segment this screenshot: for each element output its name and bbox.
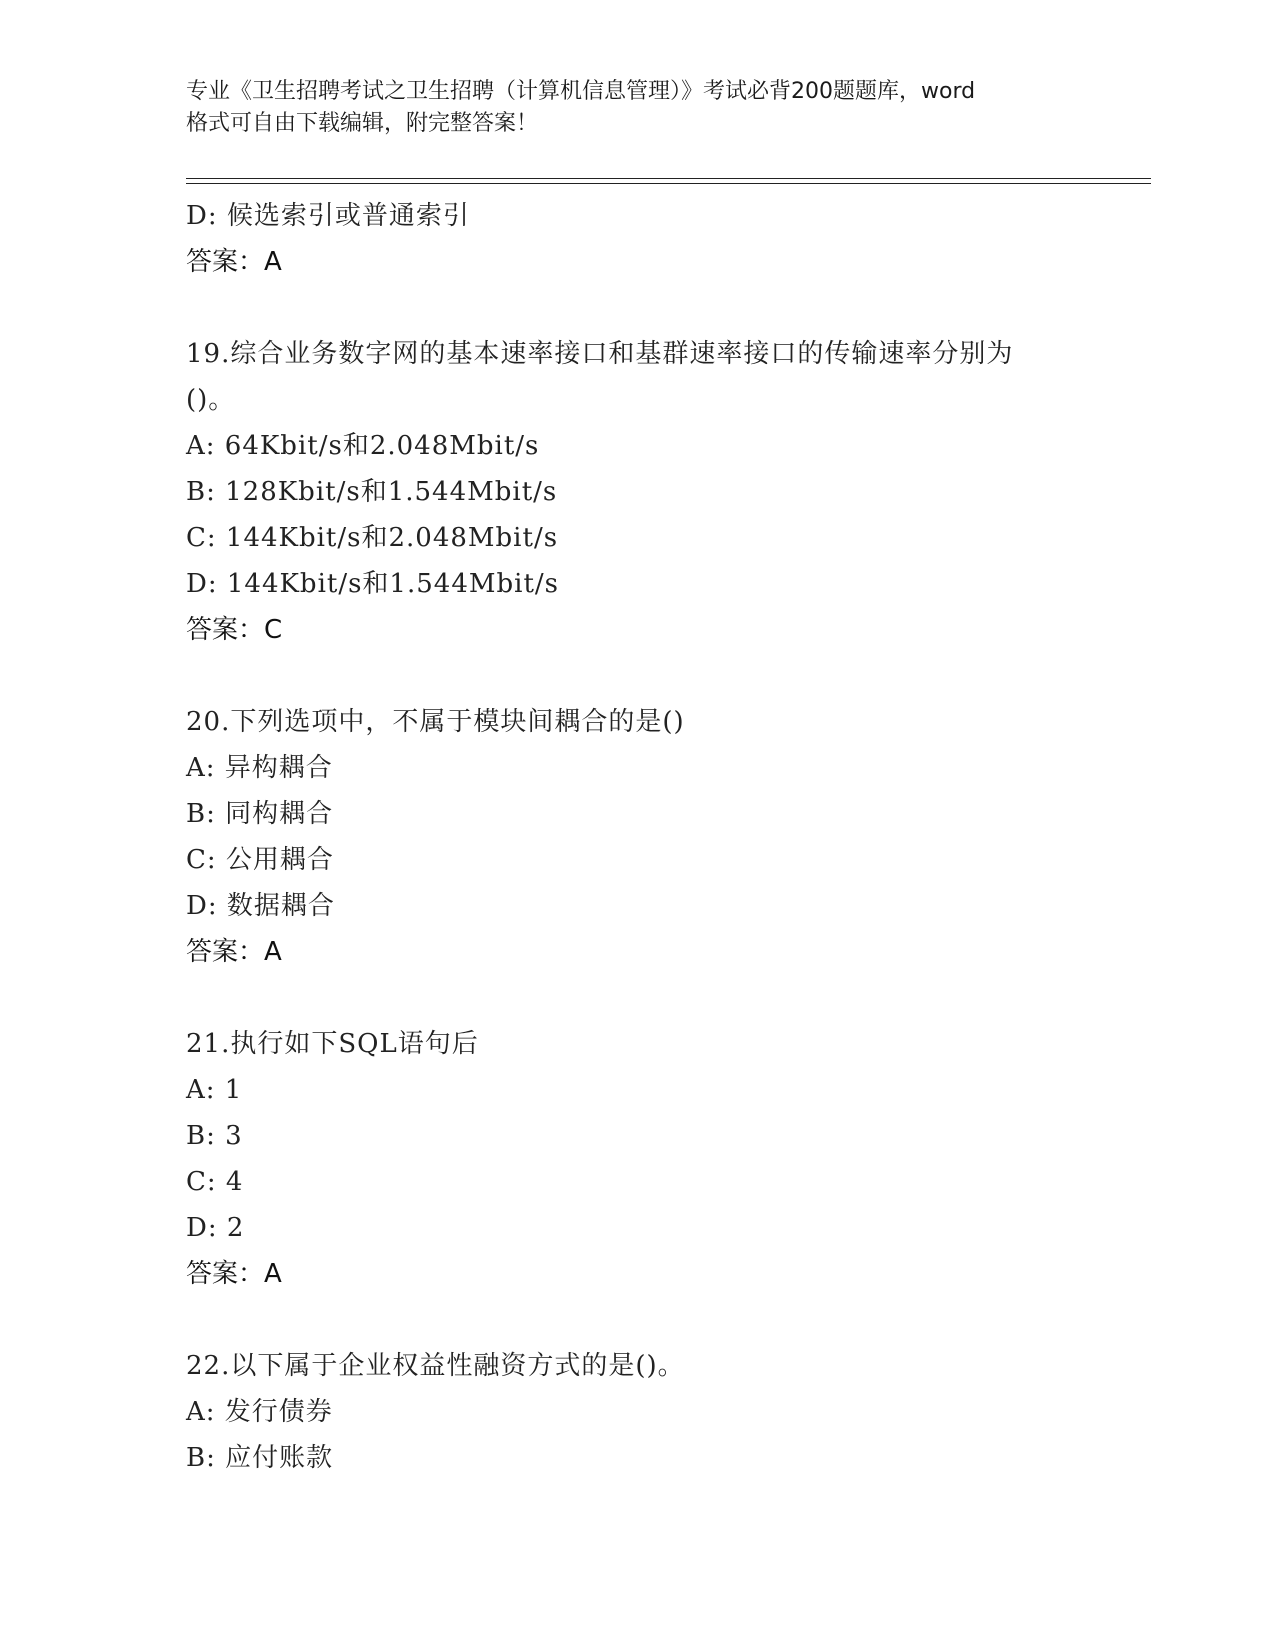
option-c: C: 4 [186,1167,244,1197]
option-c: C: 144Kbit/s和2.048Mbit/s [186,523,559,553]
option-d: D: 数据耦合 [186,891,335,921]
question-19 [186,331,1086,653]
question-list [186,193,1086,1481]
option-a: A: 1 [186,1075,243,1105]
option-d: D: 候选索引或普通索引 [186,201,470,231]
question-text: 20.下列选项中，不属于模块间耦合的是() [186,707,685,737]
question-20 [186,699,1086,975]
answer-line: 答案：A [186,937,282,967]
option-c: C: 公用耦合 [186,845,334,875]
answer-line: 答案：A [186,1259,282,1289]
option-b: B: 3 [186,1121,243,1151]
question-text: 22.以下属于企业权益性融资方式的是()。 [186,1351,685,1381]
question-22 [186,1343,1086,1481]
document-header [186,76,1086,140]
question-text: 19.综合业务数字网的基本速率接口和基群速率接口的传输速率分别为 [186,339,1014,369]
question-text: 21.执行如下SQL语句后 [186,1029,479,1059]
header-title-line-1: 专业《卫生招聘考试之卫生招聘（计算机信息管理）》考试必背200题题库，word [186,79,976,104]
option-a: A: 64Kbit/s和2.048Mbit/s [186,431,540,461]
option-a: A: 异构耦合 [186,753,333,783]
header-title-line-2: 格式可自由下载编辑，附完整答案！ [186,111,539,136]
option-b: B: 128Kbit/s和1.544Mbit/s [186,477,558,507]
option-b: B: 同构耦合 [186,799,334,829]
header-divider-top [186,178,1151,179]
answer-line: 答案：A [186,247,282,277]
option-d: D: 2 [186,1213,245,1243]
answer-line: 答案：C [186,615,283,645]
option-d: D: 144Kbit/s和1.544Mbit/s [186,569,559,599]
question-21 [186,1021,1086,1297]
option-b: B: 应付账款 [186,1443,334,1473]
header-divider-bottom [186,183,1151,184]
question-text-continued: ()。 [186,385,236,415]
option-a: A: 发行债券 [186,1397,333,1427]
